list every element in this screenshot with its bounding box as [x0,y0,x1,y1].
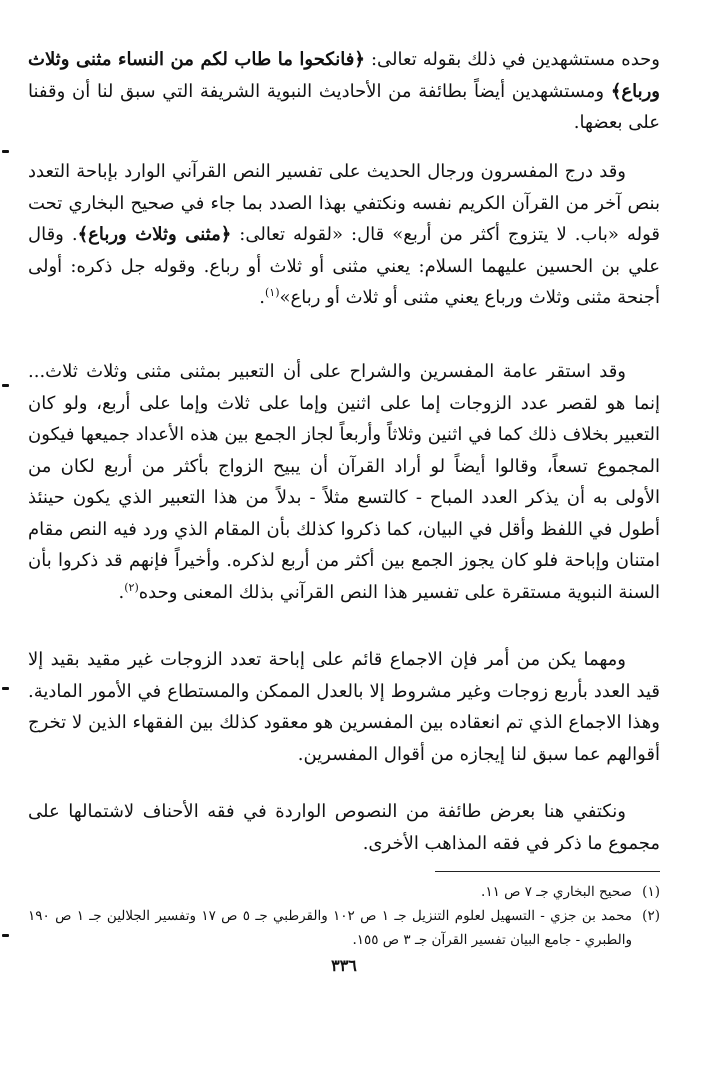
paragraph-2 [28,156,660,314]
paragraph-3-end: . [118,581,125,603]
paragraph-5 [28,796,660,859]
paragraph-1-rest: ومستشهدين أيضاً بطائفة من الأحاديث النبوية الشريفة التي سبق لنا أن وقفنا على بعضها. [28,80,660,133]
scan-edge-mark [2,687,9,690]
paragraph-3-text: وقد استقر عامة المفسرين والشراح على أن التعبير بمثنى مثنى وثلاث ثلاث... إنما هو لقصر عدد الزوجات إما على اثنين وإما على ثلاث وإما على أربع، ولو كان التعبير بخلاف ذلك كما في اثنين وثلاثاً وأربعاً لجاز الجمع بين هذه الأعداد جميعها فيكون المجموع تسعاً، وقالوا أيضاً لو أراد القرآن أن يبيح الزواج بأكثر من أربع لكان من الأولى به أن يذكر العدد المباح - كالتسع مثلاً - بدلاً من هذا التعبير الذي يكون حينئذ أطول في اللفظ وأقل في البيان، كما ذكروا كذلك بأن المقام الذي ورد فيه النص مقام امتنان وإباحة فلو كان يجوز الجمع بين أكثر من أربع لذكره. وأخيراً فإنهم قد ذكروا بأن السنة النبوية مستقرة على تفسير هذا النص القرآني بذلك المعنى وحده [28,361,660,603]
paragraph-3 [28,356,660,608]
footnote-1 [28,880,660,904]
paragraph-1-lead: وحده مستشهدين في ذلك بقوله تعالى: [364,49,660,70]
book-page [28,44,660,1078]
footnote-1-number: (١) [642,884,660,900]
paragraph-1 [28,44,660,139]
footnote-ref-2[interactable]: (٢) [124,580,139,594]
paragraph-2-lead: وقد درج المفسرون ورجال الحديث على تفسير النص القرآني الوارد بإباحة التعدد بنص آخر من القرآن الكريم نفسه ونكتفي بهذا الصدد بما جاء في صحيح البخاري تحت قوله «باب. لا يتزوج أكثر من أربع» قال: «لقوله تعالى: [28,161,660,245]
quran-quote-1: ﴿فانكحوا ما طاب لكم من النساء مثنى وثلاث ورباع﴾ [28,49,660,102]
paragraph-2-rest: . وقال علي بن الحسين عليهما السلام: يعني مثنى أو ثلاث أو رباع. وقوله جل ذكره: أولى أجنحة مثنى وثلاث ورباع يعني مثنى أو ثلاث أو رباع» [28,224,660,308]
footnote-2 [28,904,660,952]
page-number: ٣٣٦ [331,956,357,975]
footnote-2-number: (٢) [642,908,660,924]
paragraph-5-text: ونكتفي هنا بعرض طائفة من النصوص الواردة في فقه الأحناف لاشتمالها على مجموع ما ذكر في فقه المذاهب الأخرى. [28,801,660,854]
scan-edge-mark [2,934,9,937]
paragraph-4 [28,644,660,770]
footnote-ref-1[interactable]: (١) [264,286,280,299]
scan-edge-mark [2,150,9,153]
footnotes [28,880,660,952]
footnote-2-text: محمد بن جزي - التسهيل لعلوم التنزيل جـ ١ ص ١٠٢ والقرطبي جـ ٥ ص ١٧ وتفسير الجلالين جـ ١ ص ١٩٠ والطبري - جامع البيان تفسير القرآن جـ ٣ ص ١٥٥. [28,908,633,948]
footnote-divider [435,871,660,872]
paragraph-4-text: ومهما يكن من أمر فإن الاجماع قائم على إباحة تعدد الزوجات غير مقيد بقيد إلا قيد العدد بأربع زوجات وغير مشروط إلا بالعدل الممكن والمستطاع في الأمور المادية. وهذا الاجماع الذي تم انعقاده بين المفسرين هو معقود كذلك بين الفقهاء الذين لا تخرج أقوالهم عما سبق لنا إيجازه من أقوال المفسرين. [28,649,660,765]
scan-edge-mark [2,384,9,387]
quran-quote-2: ﴿مثنى وثلاث ورباع﴾ [77,224,232,245]
footnote-1-text: صحيح البخاري جـ ٧ ص ١١. [481,884,632,900]
paragraph-2-end: . [259,287,265,308]
